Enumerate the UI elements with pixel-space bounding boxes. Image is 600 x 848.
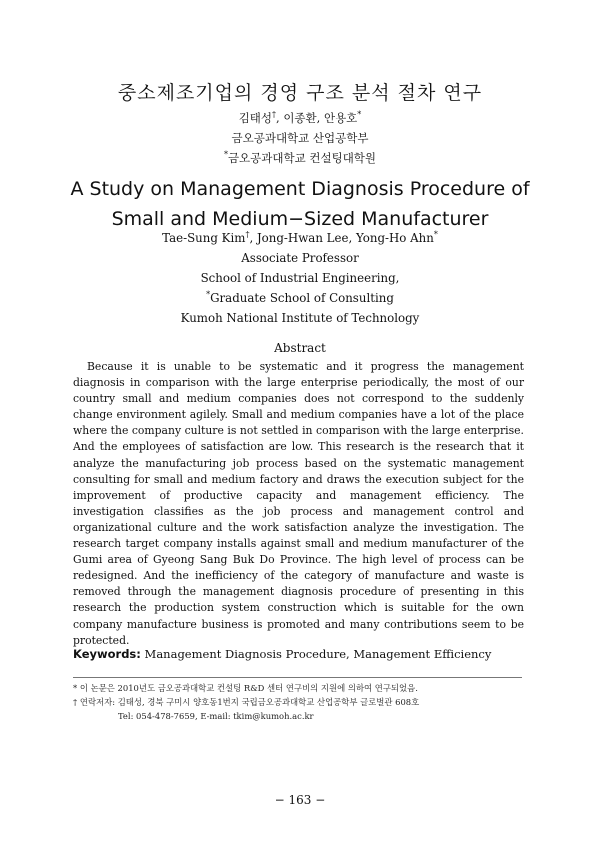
footnote-funding: * 이 논문은 2010년도 금오공과대학교 컨설팅 R&D 센터 연구비의 지원에 의하여 연구되었음.	[73, 683, 418, 693]
star-mark: *	[357, 110, 362, 120]
dagger-mark: †	[245, 230, 250, 240]
keywords-line	[73, 647, 533, 661]
english-affiliation-2-text: Graduate School of Consulting	[210, 291, 394, 305]
korean-author-block	[0, 108, 600, 168]
korean-coauthors: , 이종환, 안용호	[276, 111, 358, 125]
korean-affiliation-2-text: 금오공과대학교 컨설팅대학원	[227, 151, 377, 165]
footnotes	[73, 681, 528, 723]
star-mark: *	[223, 150, 228, 160]
english-title-line-2: Small and Medium−Sized Manufacturer	[111, 208, 489, 230]
english-coauthors: , Jong-Hwan Lee, Yong-Ho Ahn	[249, 231, 434, 245]
page-number: − 163 −	[274, 793, 326, 807]
keywords-label: Keywords:	[73, 647, 141, 661]
english-author-1: Tae-Sung Kim	[162, 231, 246, 245]
english-position: Associate Professor	[241, 251, 359, 265]
korean-authors	[0, 108, 600, 128]
star-mark: *	[206, 290, 211, 300]
korean-author-1: 김태성	[238, 111, 273, 125]
english-title-line-1: A Study on Management Diagnosis Procedure of	[70, 178, 530, 200]
abstract-heading: Abstract	[274, 341, 326, 355]
footnote-corresponding: † 연락저자: 김태성, 경북 구미시 양호동1번지 국립금오공과대학교 산업공학부 글로벌관 608호	[73, 697, 420, 707]
english-authors	[0, 228, 600, 248]
korean-affiliation-1: 금오공과대학교 산업공학부	[231, 131, 369, 145]
english-affiliation-1: School of Industrial Engineering,	[200, 271, 400, 285]
dagger-mark: †	[272, 110, 277, 120]
korean-affiliation-2	[0, 148, 600, 168]
footnote-divider	[73, 677, 522, 678]
star-mark: *	[433, 230, 438, 240]
abstract-body: Because it is unable to be systematic and it progress the management diagnosis in comparison with the large enterprise periodically, the most of our country small and medium companies does not correspond to the suddenly change environment agilely. Small and medium companies have a lot of the place where the company culture is not settled in comparison with the large enterprise. And the employees of satisfaction are low. This research is the research that it analyze the manufacturing job process based on the systematic management consulting for small and medium factory and draws the execution subject for the improvement of productive capacity and management efficiency. The investigation classifies as the job process and management control and organizational culture and the work satisfaction analyze the investigation. The research target company installs against small and medium manufacturer of the Gumi area of Gyeong Sang Buk Do Province. The high level of process can be redesigned. And the inefficiency of the category of manufacture and waste is removed through the management diagnosis procedure of presenting in this research the production system construction which is suitable for the own company manufacture business is promoted and many contributions seem to be protected.	[73, 360, 524, 647]
keywords-text: Management Diagnosis Procedure, Management Efficiency	[140, 647, 492, 661]
english-institute: Kumoh National Institute of Technology	[180, 311, 420, 325]
footnote-contact: Tel: 054-478-7659, E-mail: tkim@kumoh.ac.kr	[118, 711, 314, 721]
english-title	[0, 174, 600, 234]
english-affiliation-2	[0, 288, 600, 308]
english-author-block	[0, 228, 600, 328]
korean-title: 중소제조기업의 경영 구조 분석 절차 연구	[117, 82, 483, 104]
